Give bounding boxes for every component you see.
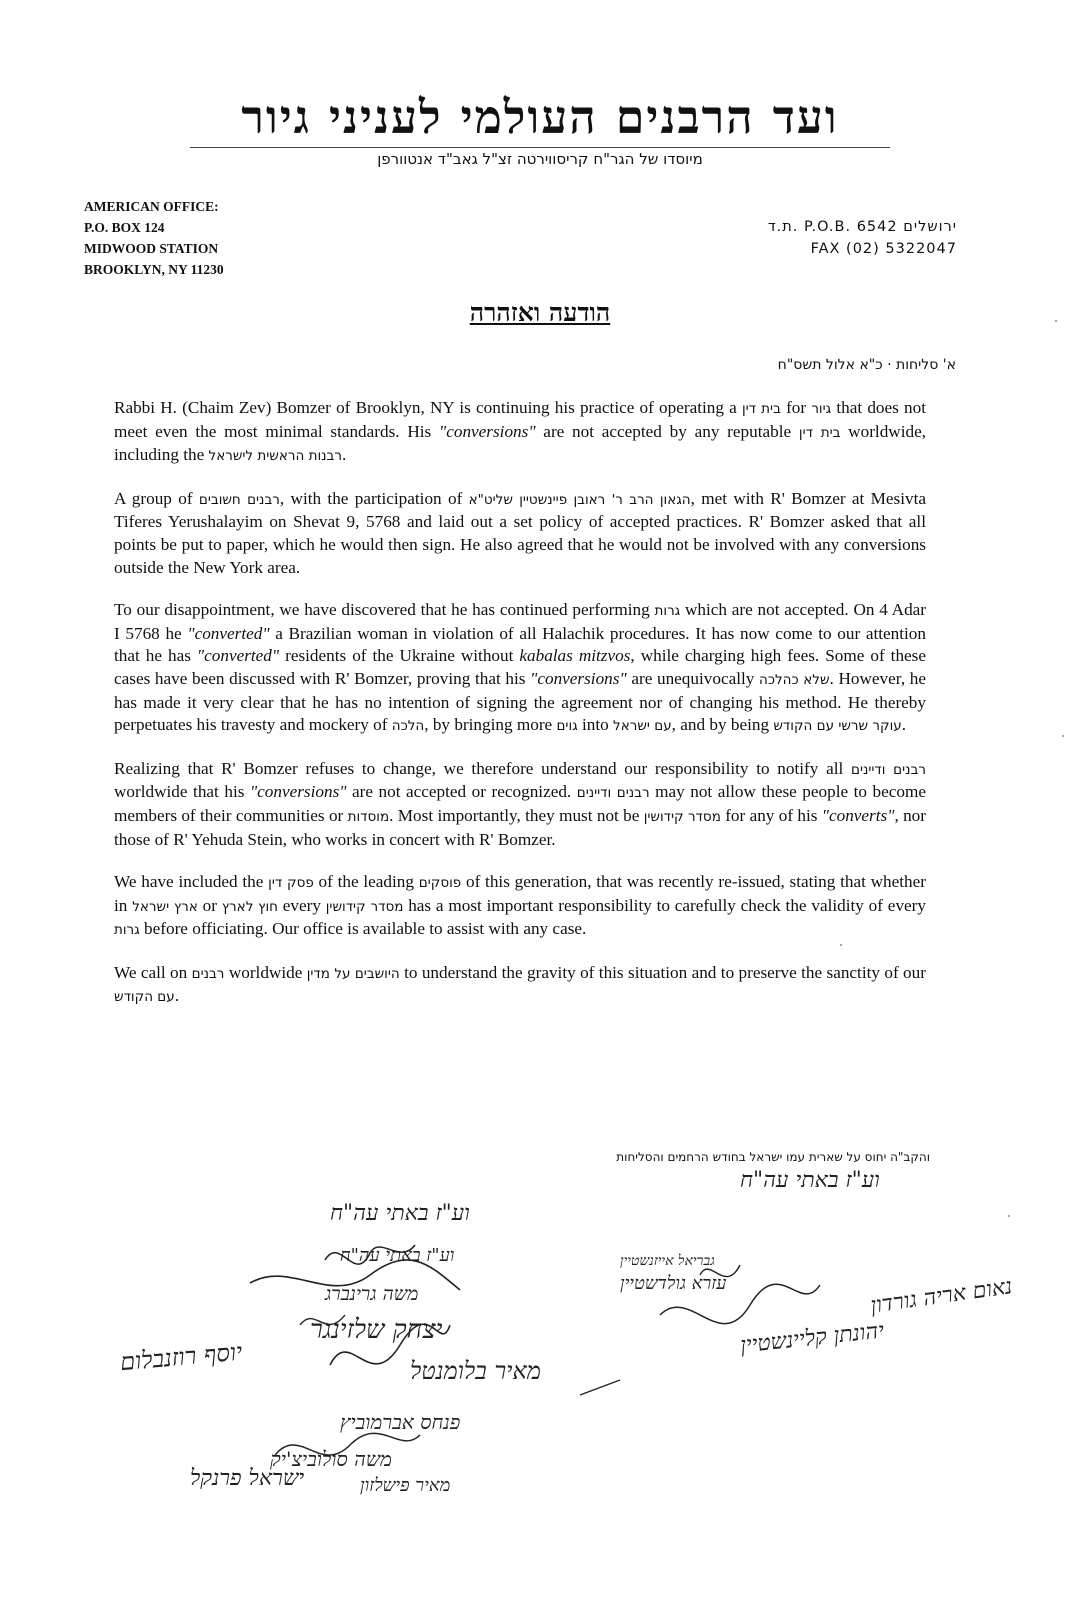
- text-run: .: [174, 986, 180, 1006]
- signature: עזרא גולדשטיין: [620, 1273, 727, 1294]
- text-run: . Most importantly, they must not be: [389, 805, 644, 825]
- paragraph-1: [114, 397, 926, 468]
- title-underline: [190, 147, 890, 148]
- text-run: , with the participation of: [279, 488, 469, 508]
- hebrew-term: ארץ ישראל: [132, 898, 198, 915]
- italic-term: kabalas mitzvos: [519, 646, 631, 666]
- text-run: , met with R' Bomzer at Mesivta Tiferes Yerushalayim on Shevat 9, 5768 and laid out a set policy of accepted practices. R' Bomzer asked that all points be put to paper, which he would then sign. He also agreed that he would not be involved with any conversions outside the New York area.: [114, 488, 927, 577]
- text-run: are not accepted or recognized.: [346, 782, 577, 802]
- notice-headline: הודעה ואזהרה: [469, 298, 611, 327]
- signature: וע"ז באתי עה"ח: [330, 1201, 470, 1226]
- text-run: or: [197, 895, 222, 915]
- israel-office-fax: FAX (02) 5322047: [810, 241, 957, 257]
- text-run: . However, he has made it very clear that he has no intention of signing the agreement nor of changing his method. He thereby perpetuates his travesty and mockery of: [114, 668, 926, 735]
- hebrew-term: מוסדות: [347, 808, 390, 825]
- hebrew-term: רבנים ודיינים: [576, 785, 650, 802]
- paragraph-4: [114, 758, 926, 851]
- text-run: of this generation, that was recently re-issued, stating that whether in: [114, 872, 927, 915]
- hebrew-term: עם ישראל: [613, 718, 672, 735]
- text-run: , by bringing more: [424, 715, 557, 735]
- text-run: residents of the Ukraine without: [279, 646, 520, 666]
- paragraph-6: [114, 962, 926, 1009]
- italic-term: "conversions": [439, 421, 536, 441]
- text-run: We have included the: [114, 872, 269, 892]
- hebrew-term: בית דין: [741, 401, 781, 417]
- signature: מאיר בלומנטל: [410, 1357, 542, 1385]
- hebrew-term: חוץ לארץ: [221, 898, 278, 915]
- scan-speck: [1055, 320, 1057, 322]
- american-office-label: AMERICAN OFFICE:: [84, 199, 219, 214]
- signature: נאום אריה גורדון: [869, 1274, 1014, 1319]
- text-run: We call on: [114, 962, 192, 982]
- text-run: a Brazilian woman in violation of all Halachik procedures. It has now come to our attention that he has: [114, 623, 926, 666]
- paragraph-5: [114, 871, 926, 942]
- signature: מאיר פישלזון: [360, 1475, 451, 1496]
- signature: פנחס אברמוביץ: [340, 1410, 461, 1434]
- notice-date: א' סליחות · כ"א אלול תשס"ח: [777, 357, 956, 373]
- italic-term: "conversions": [249, 782, 347, 802]
- paragraph-2: [114, 488, 926, 579]
- text-run: which are not accepted. On 4 Adar I 5768 he: [114, 600, 927, 643]
- signatures-block: [100, 1165, 1014, 1515]
- american-office-pobox: P.O. BOX 124: [84, 220, 165, 235]
- text-run: .: [901, 715, 907, 735]
- scan-speck: [840, 944, 842, 946]
- signature: יצחק שלזינגר: [310, 1315, 443, 1345]
- closing-line: והקב"ה יחוס על שארית עמו ישראל בחודש הרחמים והסליחות: [616, 1150, 930, 1164]
- text-run: A group of: [114, 488, 199, 508]
- hebrew-term: רבנים: [191, 965, 225, 982]
- text-run: before officiating. Our office is available to assist with any case.: [139, 919, 587, 939]
- italic-term: "converted": [187, 623, 270, 643]
- text-run: , nor those of R' Yehuda Stein, who works in concert with R' Bomzer.: [114, 805, 926, 849]
- text-run: has a most important responsibility to carefully check the validity of every: [403, 895, 926, 915]
- hebrew-term: פוסקים: [418, 875, 462, 892]
- israel-office-address: [768, 216, 957, 260]
- hebrew-term: מסדר קידושין: [325, 898, 404, 915]
- italic-term: "conversions": [530, 668, 627, 688]
- hebrew-term: היושבים על מדין: [306, 965, 400, 982]
- israel-office-pobox: ת.ד. P.O.B. 6542 ירושלים: [767, 219, 957, 235]
- signature: גבריאל אייזנשטיין: [620, 1253, 715, 1269]
- american-office-station: MIDWOOD STATION: [84, 241, 219, 256]
- hebrew-term: עוקר שרשי עם הקודש: [773, 718, 902, 735]
- text-run: worldwide, including the: [114, 421, 926, 465]
- signature: משה גרינברג: [325, 1283, 419, 1305]
- text-run: for: [780, 398, 812, 417]
- letter-body: [114, 397, 926, 1029]
- text-run: .: [341, 445, 347, 465]
- hebrew-term: גיור: [811, 401, 832, 417]
- signature: יהונתן קליינשטיין: [739, 1318, 886, 1359]
- text-run: To our disappointment, we have discovered that he has continued performing: [114, 600, 655, 620]
- hebrew-term: מסדר קידושין: [643, 808, 721, 825]
- paragraph-3: [114, 599, 926, 738]
- italic-term: "converted": [196, 646, 280, 666]
- signature: וע"ז באתי עה"ח: [740, 1168, 880, 1193]
- signature: ישראל פרנקל: [190, 1466, 305, 1491]
- hebrew-term: רבנות הראשית לישראל: [208, 448, 342, 465]
- hebrew-term: בית דין: [798, 424, 841, 441]
- text-run: Realizing that R' Bomzer refuses to change, we therefore understand our responsibility to notify all: [114, 758, 851, 778]
- hebrew-term: פסק דין: [268, 875, 314, 892]
- hebrew-term: הגאון הרב ר' ראובן פיינשטיין שליט"א: [468, 491, 691, 508]
- hebrew-term: רבנים חשובים: [198, 491, 280, 508]
- signature: משה סולוביצ'יק: [270, 1447, 392, 1471]
- text-run: every: [277, 895, 326, 915]
- hebrew-term: רבנים ודיינים: [851, 761, 926, 778]
- text-run: are unequivocally: [626, 668, 760, 688]
- hebrew-term: עם הקודש: [114, 989, 175, 1006]
- american-office-city: BROOKLYN, NY 11230: [84, 262, 224, 277]
- hebrew-term: גוים: [556, 718, 578, 735]
- hebrew-term: גרות: [114, 922, 140, 939]
- text-run: worldwide that his: [114, 782, 250, 802]
- text-run: are not accepted by any reputable: [535, 421, 799, 441]
- text-run: Rabbi H. (Chaim Zev) Bomzer of Brooklyn, NY is continuing his practice of operating a: [114, 398, 742, 417]
- organization-title: ועד הרבנים העולמי לעניני גיור: [241, 90, 839, 144]
- text-run: to understand the gravity of this situation and to preserve the sanctity of our: [399, 962, 926, 982]
- text-run: for any of his: [720, 805, 822, 825]
- text-run: , and by being: [671, 715, 774, 735]
- hebrew-term: גרות: [654, 603, 681, 620]
- signature: יוסף רוזנבלום: [118, 1337, 244, 1377]
- text-run: into: [577, 715, 614, 735]
- text-run: worldwide: [224, 962, 307, 982]
- organization-subtitle: מיוסדו של הגר"ח קריסווירטה זצ"ל גאב"ד אנטוורפן: [377, 150, 703, 168]
- scan-speck: [1062, 735, 1064, 737]
- text-run: that does not meet even the most minimal standards. His: [114, 398, 926, 441]
- hebrew-term: הלכה: [391, 718, 425, 735]
- italic-term: "converts": [821, 805, 895, 825]
- signature: וע"ז באתי עה"ח: [340, 1245, 455, 1266]
- text-run: of the leading: [313, 872, 419, 892]
- american-office-address: [84, 196, 224, 280]
- scan-speck: [1008, 1215, 1010, 1217]
- text-run: may not allow these people to become members of their communities or: [114, 782, 926, 825]
- text-run: , while charging high fees. Some of these cases have been discussed with R' Bomzer, proving that his: [114, 646, 926, 688]
- hebrew-term: שלא כהלכה: [759, 671, 830, 688]
